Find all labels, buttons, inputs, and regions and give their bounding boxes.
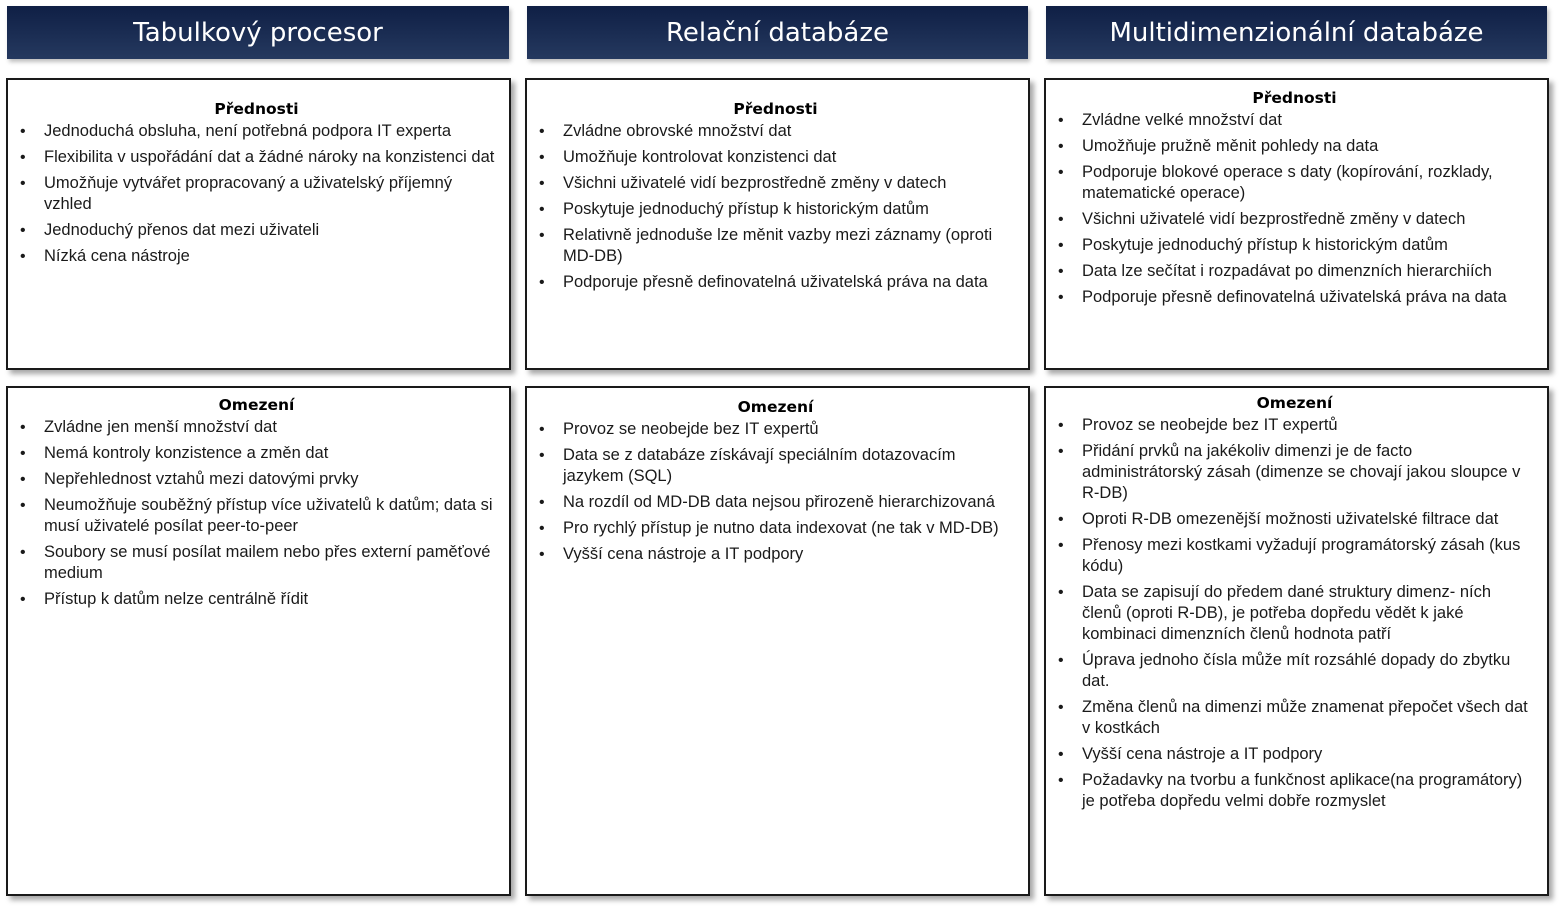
list-item: • Zvládne obrovské množství dat <box>537 121 1014 142</box>
list-item: • Vyšší cena nástroje a IT podpory <box>1056 744 1533 765</box>
list-item: • Provoz se neobejde bez IT expertů <box>1056 415 1533 436</box>
list-item: • Nemá kontroly konzistence a změn dat <box>18 443 495 464</box>
list-item: • Přenosy mezi kostkami vyžadují programátorský zásah (kus kódu) <box>1056 535 1533 577</box>
list-item: • Pro rychlý přístup je nutno data indexovat (ne tak v MD-DB) <box>537 518 1014 539</box>
list-item: • Všichni uživatelé vidí bezprostředně změny v datech <box>537 173 1014 194</box>
limitations-box-multidimensional-db <box>1044 386 1549 896</box>
limitations-heading: Omezení <box>737 398 814 416</box>
list-item: • Zvládne velké množství dat <box>1056 110 1533 131</box>
list-item: • Nízká cena nástroje <box>18 246 495 267</box>
limitations-heading: Omezení <box>1256 394 1333 412</box>
column-title: Tabulkový procesor <box>133 17 383 48</box>
list-item: • Data se z databáze získávají speciálním dotazovacím jazykem (SQL) <box>537 445 1014 487</box>
limitations-box-relational-db <box>525 386 1030 896</box>
list-item: • Umožňuje pružně měnit pohledy na data <box>1056 136 1533 157</box>
list-item: • Oproti R-DB omezenější možnosti uživatelské filtrace dat <box>1056 509 1533 530</box>
column-header-multidimensional-db <box>1046 6 1547 59</box>
column-header-spreadsheet <box>7 6 509 59</box>
list-item: • Podporuje přesně definovatelná uživatelská práva na data <box>537 272 1014 293</box>
advantages-box-relational-db <box>525 78 1030 370</box>
advantages-list <box>537 121 1014 293</box>
list-item: • Na rozdíl od MD-DB data nejsou přirozeně hierarchizovaná <box>537 492 1014 513</box>
list-item: • Poskytuje jednoduchý přístup k historickým datům <box>1056 235 1533 256</box>
list-item: • Jednoduchá obsluha, není potřebná podpora IT experta <box>18 121 495 142</box>
list-item: • Podporuje blokové operace s daty (kopírování, rozklady, matematické operace) <box>1056 162 1533 204</box>
list-item: • Jednoduchý přenos dat mezi uživateli <box>18 220 495 241</box>
list-item: • Zvládne jen menší množství dat <box>18 417 495 438</box>
list-item: • Relativně jednoduše lze měnit vazby mezi záznamy (oproti MD-DB) <box>537 225 1014 267</box>
list-item: • Data se zapisují do předem dané struktury dimenz- ních členů (oproti R-DB), je potřeba dopředu vědět k jaké kombinaci dimenzních členů hodnota patří <box>1056 582 1533 645</box>
list-item: • Úprava jednoho čísla může mít rozsáhlé dopady do zbytku dat. <box>1056 650 1533 692</box>
advantages-heading: Přednosti <box>214 100 299 118</box>
advantages-heading: Přednosti <box>1252 89 1337 107</box>
list-item: • Provoz se neobejde bez IT expertů <box>537 419 1014 440</box>
list-item: • Přístup k datům nelze centrálně řídit <box>18 589 495 610</box>
list-item: • Požadavky na tvorbu a funkčnost aplikace(na programátory) je potřeba dopředu velmi dobře rozmyslet <box>1056 770 1533 812</box>
list-item: • Flexibilita v uspořádání dat a žádné nároky na konzistenci dat <box>18 147 495 168</box>
list-item: • Změna členů na dimenzi může znamenat přepočet všech dat v kostkách <box>1056 697 1533 739</box>
limitations-heading: Omezení <box>218 396 295 414</box>
list-item: • Poskytuje jednoduchý přístup k historickým datům <box>537 199 1014 220</box>
list-item: • Vyšší cena nástroje a IT podpory <box>537 544 1014 565</box>
list-item: • Podporuje přesně definovatelná uživatelská práva na data <box>1056 287 1533 308</box>
limitations-list <box>18 417 495 610</box>
advantages-box-spreadsheet <box>6 78 511 370</box>
list-item: • Umožňuje vytvářet propracovaný a uživatelský příjemný vzhled <box>18 173 495 215</box>
list-item: • Umožňuje kontrolovat konzistenci dat <box>537 147 1014 168</box>
limitations-box-spreadsheet <box>6 386 511 896</box>
list-item: • Všichni uživatelé vidí bezprostředně změny v datech <box>1056 209 1533 230</box>
limitations-list <box>1056 415 1533 812</box>
advantages-list <box>18 121 495 267</box>
list-item: • Neumožňuje souběžný přístup více uživatelů k datům; data si musí uživatelé posílat peer-to-peer <box>18 495 495 537</box>
column-title: Multidimenzionální databáze <box>1109 17 1484 48</box>
advantages-list <box>1056 110 1533 308</box>
column-header-relational-db <box>527 6 1028 59</box>
column-title: Relační databáze <box>666 17 889 48</box>
list-item: • Nepřehlednost vztahů mezi datovými prvky <box>18 469 495 490</box>
limitations-list <box>537 419 1014 565</box>
advantages-heading: Přednosti <box>733 100 818 118</box>
list-item: • Soubory se musí posílat mailem nebo přes externí paměťové medium <box>18 542 495 584</box>
list-item: • Data lze sečítat i rozpadávat po dimenzních hierarchiích <box>1056 261 1533 282</box>
list-item: • Přidání prvků na jakékoliv dimenzi je de facto administrátorský zásah (dimenze se chovají jakou sloupce v R-DB) <box>1056 441 1533 504</box>
advantages-box-multidimensional-db <box>1044 78 1549 370</box>
